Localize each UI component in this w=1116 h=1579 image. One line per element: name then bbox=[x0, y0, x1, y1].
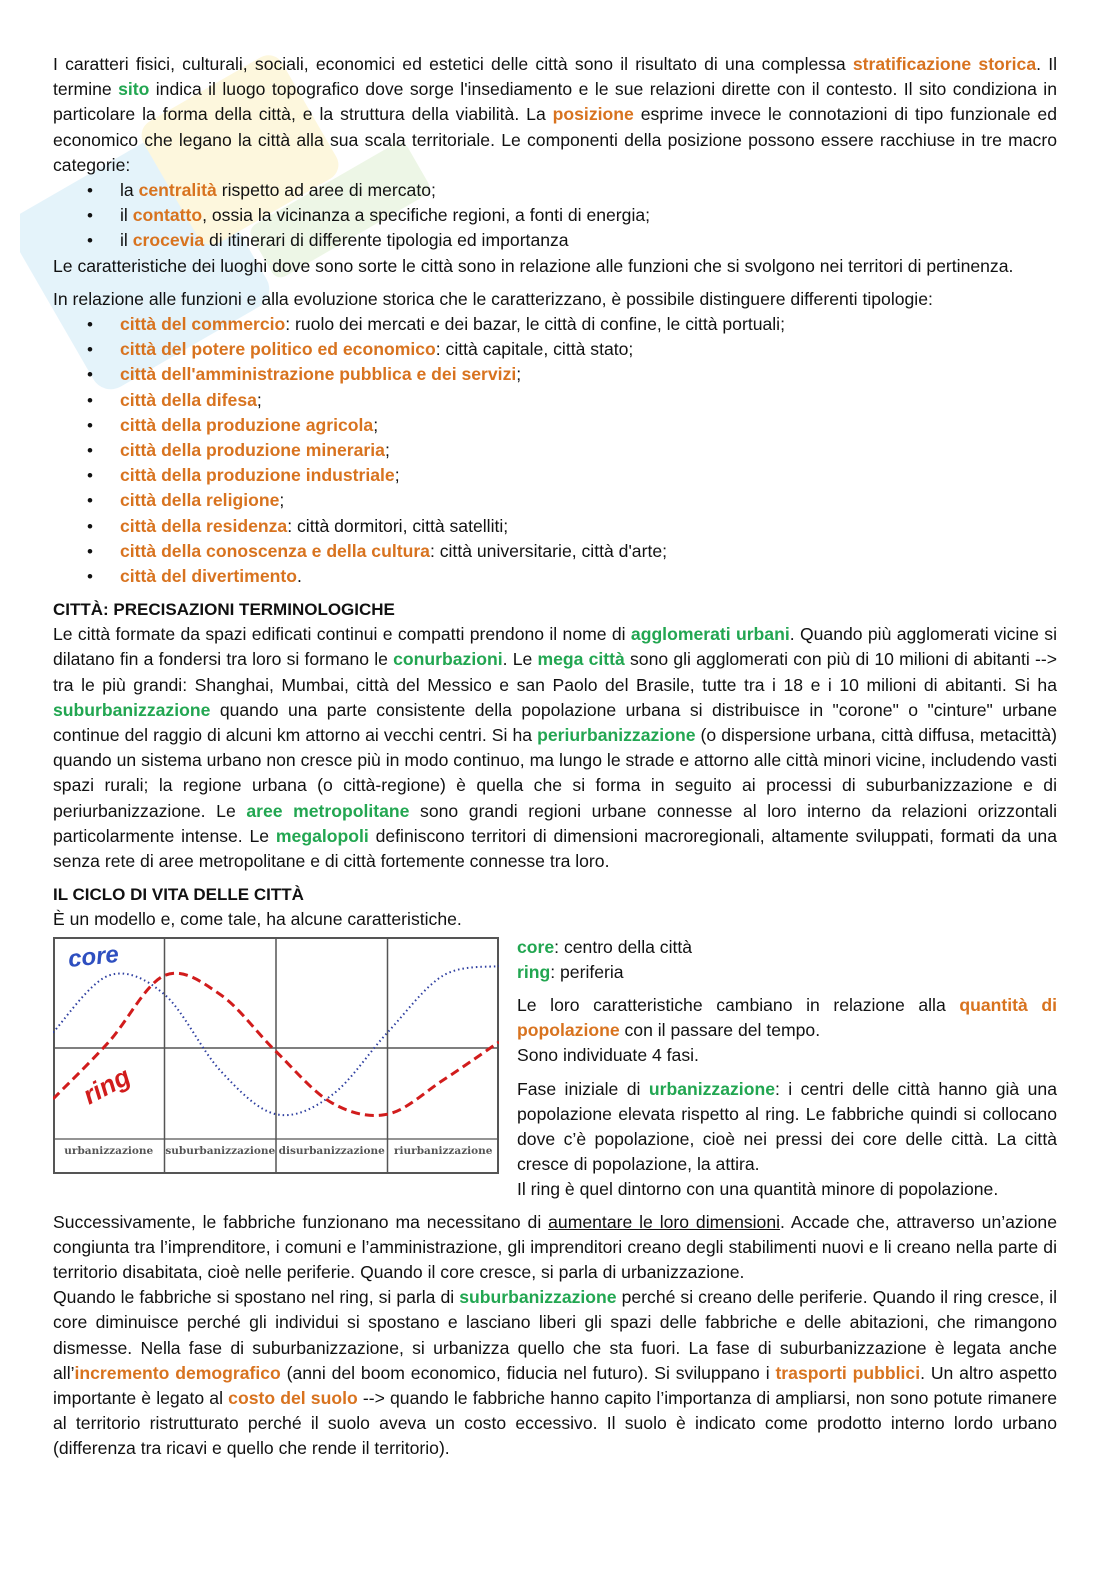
text: indica il luogo topografico dove sorge l'insediamento e le sue relazioni dirette con il contesto. Il sito condiziona in particolare la forma della città, e la struttura della viabilità. La bbox=[53, 79, 1057, 125]
tipologie-list bbox=[53, 312, 1057, 589]
intro-paragraph bbox=[53, 52, 1057, 178]
tipologie-intro: In relazione alle funzioni e alla evoluzione storica che le caratterizzano, è possibile distinguere differenti tipologie: bbox=[53, 288, 933, 309]
ciclo-intro: È un modello e, come tale, ha alcune caratteristiche. bbox=[53, 909, 462, 930]
text: esprime invece le connotazioni di tipo funzionale ed economico che legano la città alla sua scala territoriale. Le componenti della posizione possono essere racchiuse in tre macro categorie: bbox=[53, 104, 1057, 175]
section-heading-terminologia: CITTÀ: PRECISAZIONI TERMINOLOGICHE bbox=[53, 600, 395, 620]
list-item: • città dell'amministrazione pubblica e dei servizi; bbox=[53, 362, 1057, 387]
list-item: • città della difesa; bbox=[53, 388, 1057, 413]
keyword: stratificazione storica bbox=[852, 54, 1037, 74]
ciclo-figure-block bbox=[53, 935, 1057, 1210]
core-label: core bbox=[66, 940, 121, 973]
list-item: • città del commercio: ruolo dei mercati e dei bazar, le città di confine, le città portuali; bbox=[53, 312, 1057, 337]
list-item: • città della produzione agricola; bbox=[53, 413, 1057, 438]
phase-label: urbanizzazione bbox=[64, 1144, 154, 1157]
list-item: • il contatto, ossia la vicinanza a specifiche regioni, a fonti di energia; bbox=[53, 203, 1057, 228]
list-item: • città del potere politico ed economico: città capitale, città stato; bbox=[53, 337, 1057, 362]
phase-label: suburbanizzazione bbox=[165, 1144, 276, 1157]
cycle-chart bbox=[53, 937, 499, 1174]
text: . Il termine bbox=[53, 54, 1058, 100]
ciclo-ring: Il ring è quel dintorno con una quantità minore di popolazione. bbox=[517, 1179, 999, 1200]
keyword: posizione bbox=[552, 104, 634, 125]
list-item: • città della religione; bbox=[53, 488, 1057, 513]
list-item: • la centralità rispetto ad aree di mercato; bbox=[53, 178, 1057, 203]
ciclo-side-text bbox=[517, 935, 1057, 1203]
list-item: • città della produzione industriale; bbox=[53, 463, 1057, 488]
after-paragraph-2: Quando le fabbriche si spostano nel ring, si parla di suburbanizzazione perché si creano delle periferie. Quando il ring cresce, il core diminuisce perché gli individui si spostano e lasciano liberi gli spazi delle fabbriche e delle abitazioni, che rimangono dismesse. Nella fase di suburbanizzazione, si urbanizza quello che sta fuori. La fase di suburbanizzazione è legata anche all’incremento demografico (anni del boom economico, fiducia nel futuro). Si sviluppano i trasporti pubblici. Un altro aspetto importante è legato al costo del suolo --> quando le fabbriche hanno capito l’importanza di ampliarsi, non sono potute rimanere al territorio ristrutturato perché il suolo aveva un costo eccessivo. Il suolo è indicato come prodotto interno lordo urbano (differenza tra ricavi e quello che rende il territorio). bbox=[53, 1287, 1057, 1459]
section-heading-ciclo: IL CICLO DI VITA DELLE CITTÀ bbox=[53, 885, 304, 905]
phase-label: disurbanizzazione bbox=[278, 1144, 385, 1157]
terminologia-paragraph: Le città formate da spazi edificati continui e compatti prendono il nome di agglomerati urbani. Quando più agglomerati vicine si dilatano fin a fondersi tra loro si formano le conurbazioni. Le mega città sono gli agglomerati con più di 10 milioni di abitanti --> tra le più grandi: Shanghai, Mumbai, città del Messico e san Paolo del Brasile, tutte tra i 18 e i 10 milioni di abitanti. Si ha suburbanizzazione quando una parte consistente della popolazione urbana si distribuisce in "corone" o "cinture" urbane continue del raggio di alcuni km attorno ai vecchi centri. Si ha periurbanizzazione (o dispersione urbana, città diffusa, metacittà) quando un sistema urbano non cresce più in modo continuo, ma lungo le strade e attorno alle città minori vicine, includendo vasti spazi rurali; la regione urbana (o città-regione) è quella che si forma in seguito ai processi di suburbanizzazione e di periurbanizzazione. Le aree metropolitane sono grandi regioni urbane connesse al loro interno da relazioni orizzontali particolarmente intense. Le megalopoli definiscono territori di dimensioni macroregionali, altamente sviluppati, formati da una senza rete di aree metropolitane e di città fortemente connesse tra loro. bbox=[53, 624, 1058, 872]
phase-label: riurbanizzazione bbox=[394, 1144, 493, 1157]
ring-definition: ring: periferia bbox=[517, 961, 624, 982]
text: I caratteri fisici, culturali, sociali, economici ed estetici delle città sono il risultato di una complessa bbox=[53, 54, 853, 74]
macro-categories-list bbox=[53, 178, 1057, 254]
ciclo-paragraph: Le loro caratteristiche cambiano in relazione alla quantità di popolazione con il passare del tempo. bbox=[517, 994, 1057, 1041]
after-paragraph-1: Successivamente, le fabbriche funzionano ma necessitano di aumentare le loro dimensioni. Accade che, attraverso un’azione congiunta tra l’imprenditore, i comuni e l’amministrazione, gli imprenditori creano degli stabilimenti nuovi e li creano nella parte di territorio disabitata, cioè nelle periferie. Quando il core cresce, si parla di urbanizzazione. bbox=[53, 1211, 1057, 1282]
luoghi-paragraph: Le caratteristiche dei luoghi dove sono sorte le città sono in relazione alle funzioni che si svolgono nei territori di pertinenza. bbox=[53, 255, 1014, 276]
list-item: • il crocevia di itinerari di differente tipologia ed importanza bbox=[53, 228, 1057, 253]
list-item: • città della residenza: città dormitori, città satelliti; bbox=[53, 514, 1057, 539]
list-item: • città del divertimento. bbox=[53, 564, 1057, 589]
core-definition: core: centro della città bbox=[517, 936, 693, 957]
ring-label: ring bbox=[77, 1060, 136, 1110]
keyword: sito bbox=[118, 79, 150, 100]
list-item: • città della produzione mineraria; bbox=[53, 438, 1057, 463]
list-item: • città della conoscenza e della cultura: città universitarie, città d'arte; bbox=[53, 539, 1057, 564]
document-page bbox=[53, 52, 1057, 1462]
ciclo-fasi: Sono individuate 4 fasi. bbox=[517, 1045, 699, 1066]
ciclo-urbanizzazione: Fase iniziale di urbanizzazione: i centri delle città hanno già una popolazione elevata rispetto al ring. Le fabbriche quindi si collocano dove c’è popolazione, cioè nei pressi dei core delle città. La città cresce di popolazione, la attira. bbox=[517, 1078, 1057, 1175]
